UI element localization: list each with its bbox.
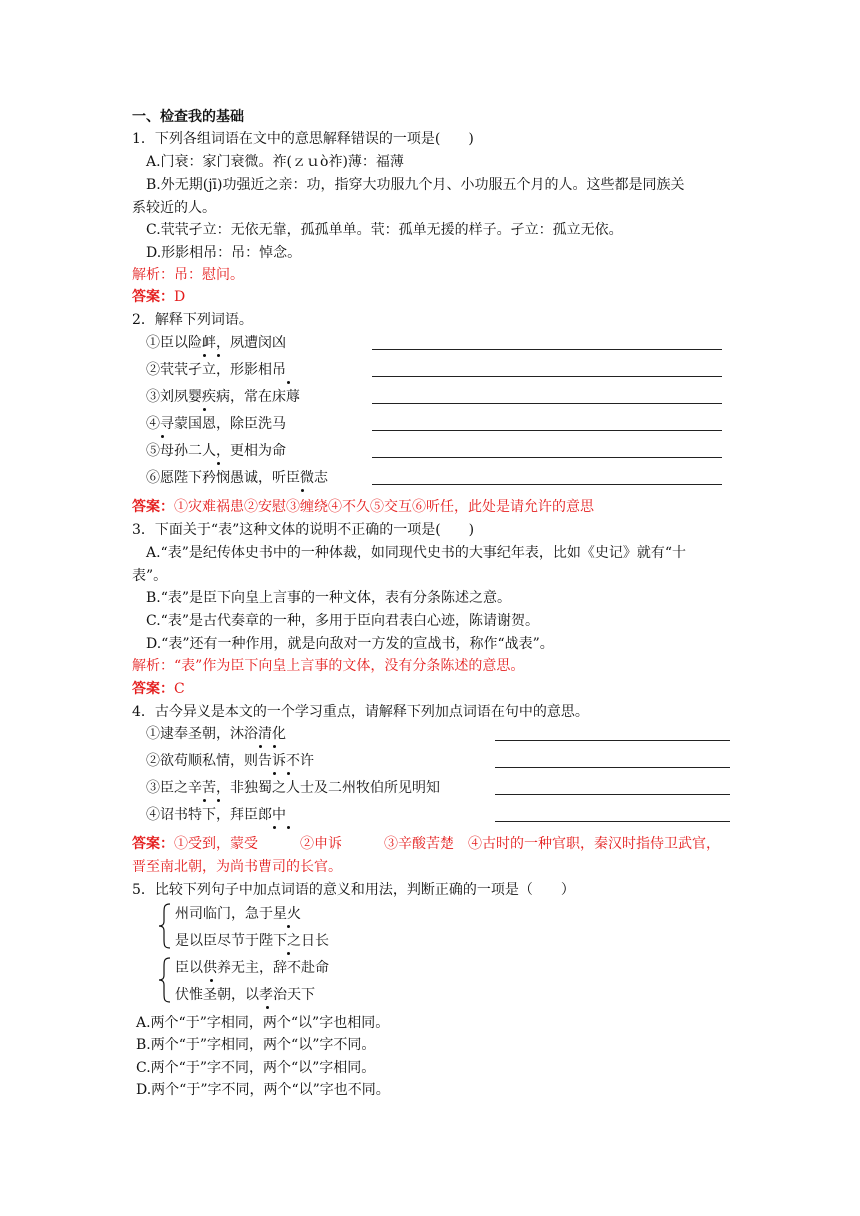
q4-item-4: ④诏书特下，拜臣郎中 [146, 807, 286, 823]
blank-line[interactable] [372, 457, 722, 458]
q1-option-a: A.门衰：家门衰微。祚(ｚｕò祚)薄：福薄 [146, 154, 404, 170]
q2-item-1: ①臣以险衅，夙遭闵凶 [146, 335, 286, 351]
q4-answer-cont: 晋至南北朝，为尚书曹司的长官。 [132, 859, 342, 875]
q5-group1-line1: 州司临门，急于星火 [175, 906, 301, 922]
q3-answer [132, 678, 185, 700]
blank-line[interactable] [495, 794, 730, 795]
q4-item-3: ③臣之辛苦，非独蜀之人士及二州牧伯所见明知 [146, 780, 440, 796]
q5-option-d: D.两个“于”字不同，两个“以”字也不同。 [136, 1082, 390, 1098]
q4-stem: 4．古今异义是本文的一个学习重点，请解释下列加点词语在句中的意思。 [132, 704, 589, 720]
answer-value: C [174, 681, 185, 697]
answer-label: 答案： [132, 836, 174, 852]
q1-option-d: D.形影相吊：吊：悼念。 [146, 245, 302, 261]
blank-line[interactable] [495, 767, 730, 768]
emphasis-dot [273, 745, 276, 748]
emphasis-dot [217, 354, 220, 357]
blank-line[interactable] [372, 349, 722, 350]
emphasis-dot [273, 826, 276, 829]
q5-option-c: C.两个“于”字不同，两个“以”字相同。 [136, 1060, 376, 1076]
q4-item-2: ②欲苟顺私情，则告诉不许 [146, 753, 314, 769]
q3-option-d: D.“表”还有一种作用，就是向敌对一方发的宣战书，称作“战表”。 [146, 636, 554, 652]
emphasis-dot [203, 408, 206, 411]
q5-option-a: A.两个“于”字相同，两个“以”字也相同。 [136, 1015, 390, 1031]
emphasis-dot [161, 435, 164, 438]
q1-answer [132, 286, 185, 308]
emphasis-dot [266, 1006, 269, 1009]
emphasis-dot [287, 826, 290, 829]
q3-stem: 3．下面关于“表”这种文体的说明不正确的一项是( ) [132, 522, 475, 538]
emphasis-dot [287, 381, 290, 384]
emphasis-dot [301, 489, 304, 492]
q5-option-b: B.两个“于”字相同，两个“以”字不同。 [136, 1037, 376, 1053]
q3-option-a-cont: 表”。 [132, 568, 168, 584]
emphasis-dot [217, 799, 220, 802]
q4-answer [132, 833, 720, 855]
q3-option-b: B.“表”是臣下向皇上言事的一种文体，表有分条陈述之意。 [146, 590, 512, 606]
q1-analysis: 解析：吊：慰问。 [132, 267, 244, 283]
emphasis-dot [259, 745, 262, 748]
emphasis-dot [210, 979, 213, 982]
answer-value: D [174, 289, 186, 305]
left-brace-icon [158, 903, 172, 949]
q2-item-5: ⑤母孙二人，更相为命 [146, 443, 286, 459]
q4-item-1: ①逮奉圣朝，沐浴清化 [146, 726, 286, 742]
q3-option-c: C.“表”是古代奏章的一种，多用于臣向君表白心迹，陈请谢贺。 [146, 613, 539, 629]
q1-option-b-cont: 系较近的人。 [132, 200, 216, 216]
blank-line[interactable] [372, 430, 722, 431]
answer-label: 答案： [132, 681, 174, 697]
emphasis-dot [287, 952, 290, 955]
q1-option-b: B.外无期(jī)功强近之亲：功，指穿大功服九个月、小功服五个月的人。这些都是同族关 [146, 177, 685, 193]
emphasis-dot [203, 354, 206, 357]
q2-answer [132, 496, 594, 518]
emphasis-dot [273, 772, 276, 775]
q2-item-3: ③刘夙婴疾病，常在床蓐 [146, 389, 300, 405]
answer-label: 答案： [132, 499, 174, 515]
answer-value: ①灾难祸患②安慰③缠绕④不久⑤交互⑥听任，此处是请允许的意思 [174, 499, 594, 515]
blank-line[interactable] [372, 484, 722, 485]
q3-option-a: A.“表”是纪传体史书中的一种体裁，如同现代史书的大事纪年表，比如《史记》就有“十 [146, 545, 687, 561]
q2-stem: 2．解释下列词语。 [132, 312, 253, 328]
emphasis-dot [287, 772, 290, 775]
q5-group2-line2: 伏惟圣朝，以孝治天下 [175, 987, 315, 1003]
answer-value: ①受到，蒙受 ②申诉 ③辛酸苦楚 ④古时的一种官职，秦汉时指侍卫武官， [174, 836, 720, 852]
blank-line[interactable] [495, 740, 730, 741]
emphasis-dot [203, 799, 206, 802]
emphasis-dot [217, 462, 220, 465]
q1-stem: 1．下列各组词语在文中的意思解释错误的一项是( ) [132, 131, 474, 147]
blank-line[interactable] [372, 376, 722, 377]
answer-label: 答案： [132, 289, 174, 305]
q2-item-4: ④寻蒙国恩，除臣洗马 [146, 416, 286, 432]
q3-analysis: 解析：“表”作为臣下向皇上言事的文体，没有分条陈述的意思。 [132, 658, 525, 674]
q5-stem: 5．比较下列句子中加点词语的意义和用法，判断正确的一项是（ ） [132, 882, 575, 898]
q1-option-c: C.茕茕孑立：无依无靠，孤孤单单。茕：孤单无援的样子。孑立：孤立无依。 [146, 222, 623, 238]
left-brace-icon [158, 957, 172, 1003]
blank-line[interactable] [495, 821, 730, 822]
q2-item-6: ⑥愿陛下矜悯愚诚，听臣微志 [146, 470, 328, 486]
q2-item-2: ②茕茕孑立，形影相吊 [146, 362, 286, 378]
section-title: 一、检查我的基础 [132, 109, 244, 125]
q5-group2-line1: 臣以供养无主，辞不赴命 [175, 960, 329, 976]
emphasis-dot [287, 925, 290, 928]
blank-line[interactable] [372, 403, 722, 404]
q5-group1-line2: 是以臣尽节于陛下之日长 [175, 933, 329, 949]
